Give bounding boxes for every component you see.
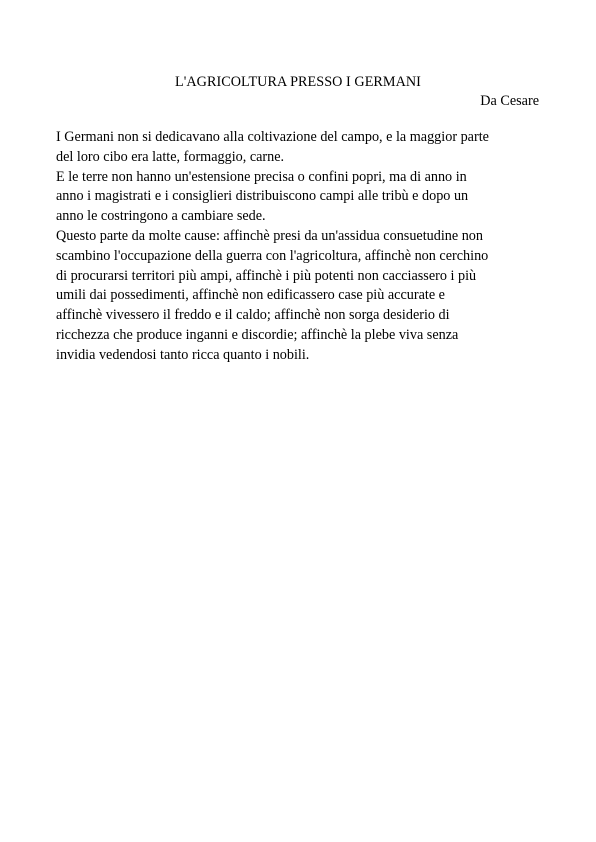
body-line: umili dai possedimenti, affinchè non edificassero case più accurate e <box>56 287 445 304</box>
body-line: di procurarsi territori più ampi, affinchè i più potenti non cacciassero i più <box>56 267 477 284</box>
body-line: anno i magistrati e i consiglieri distribuiscono campi alle tribù e dopo un <box>56 188 469 205</box>
body-line: ricchezza che produce inganni e discordie; affinchè la plebe viva senza <box>56 326 459 343</box>
body-line: Questo parte da molte cause: affinchè presi da un'assidua consuetudine non <box>56 227 483 244</box>
body-line: scambino l'occupazione della guerra con l'agricoltura, affinchè non cerchino <box>56 247 489 264</box>
document-body <box>56 128 546 366</box>
body-line: affinchè vivessero il freddo e il caldo; affinchè non sorga desiderio di <box>56 307 450 324</box>
document-author: Da Cesare <box>480 93 539 109</box>
body-line: I Germani non si dedicavano alla coltivazione del campo, e la maggior parte <box>56 129 489 145</box>
body-line: anno le costringono a cambiare sede. <box>56 208 266 225</box>
body-line: del loro cibo era latte, formaggio, carne. <box>56 148 285 165</box>
body-line: E le terre non hanno un'estensione precisa o confini popri, ma di anno in <box>56 168 467 185</box>
document-title: L'AGRICOLTURA PRESSO I GERMANI <box>175 74 421 90</box>
body-line: invidia vedendosi tanto ricca quanto i nobili. <box>56 346 310 363</box>
